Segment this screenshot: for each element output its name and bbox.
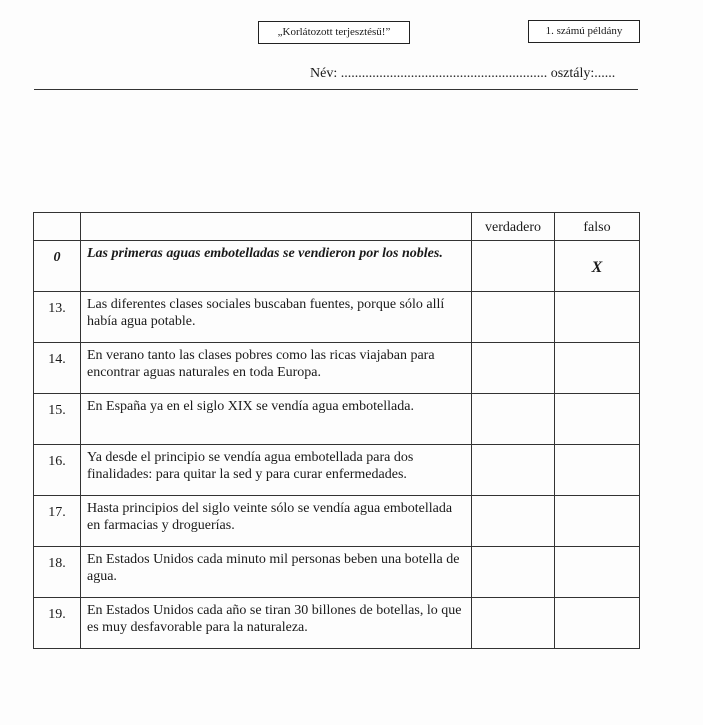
falso-cell[interactable] (555, 343, 640, 394)
row-statement: En verano tanto las clases pobres como las ricas viajaban para encontrar aguas naturales en toda Europa. (81, 343, 472, 394)
verdadero-cell[interactable] (472, 292, 555, 343)
row-number: 18. (34, 547, 81, 598)
table-row (34, 292, 640, 343)
header-verdadero: verdadero (472, 213, 555, 241)
header-num-cell (34, 213, 81, 241)
verdadero-cell[interactable] (472, 394, 555, 445)
example-falso-mark[interactable]: X (555, 241, 640, 292)
table-row (34, 547, 640, 598)
true-false-table (33, 212, 640, 649)
verdadero-cell[interactable] (472, 445, 555, 496)
copy-label-text: 1. számú példány (545, 25, 623, 37)
row-statement: Ya desde el principio se vendía agua embotellada para dos finalidades: para quitar la sed y para curar enfermedades. (81, 445, 472, 496)
row-statement: Las diferentes clases sociales buscaban fuentes, porque sólo allí había agua potable. (81, 292, 472, 343)
name-field[interactable]: ........................................................... (340, 66, 548, 81)
name-class-line (310, 66, 640, 82)
row-number: 14. (34, 343, 81, 394)
class-label: osztály:...... (550, 66, 616, 81)
verdadero-cell[interactable] (472, 343, 555, 394)
falso-cell[interactable] (555, 394, 640, 445)
name-label: Név: (310, 66, 338, 81)
table-row (34, 445, 640, 496)
restricted-distribution-label (258, 21, 410, 44)
restricted-label-text: „Korlátozott terjesztésű!” (277, 26, 391, 38)
row-number: 19. (34, 598, 81, 649)
example-verdadero-cell[interactable] (472, 241, 555, 292)
example-number: 0 (34, 241, 81, 292)
row-number: 15. (34, 394, 81, 445)
row-statement: En España ya en el siglo XIX se vendía agua embotellada. (81, 394, 472, 445)
falso-cell[interactable] (555, 445, 640, 496)
header-rule (34, 89, 638, 90)
row-statement: Hasta principios del siglo veinte sólo se vendía agua embotellada en farmacias y droguerías. (81, 496, 472, 547)
row-number: 17. (34, 496, 81, 547)
copy-number-label (528, 20, 640, 43)
falso-cell[interactable] (555, 598, 640, 649)
table-row (34, 394, 640, 445)
example-row (34, 241, 640, 292)
example-statement: Las primeras aguas embotelladas se vendieron por los nobles. (81, 241, 472, 292)
falso-cell[interactable] (555, 496, 640, 547)
row-statement: En Estados Unidos cada año se tiran 30 billones de botellas, lo que es muy desfavorable para la naturaleza. (81, 598, 472, 649)
falso-cell[interactable] (555, 547, 640, 598)
table-row (34, 343, 640, 394)
header-falso: falso (555, 213, 640, 241)
row-statement: En Estados Unidos cada minuto mil personas beben una botella de agua. (81, 547, 472, 598)
table-header-row (34, 213, 640, 241)
row-number: 13. (34, 292, 81, 343)
verdadero-cell[interactable] (472, 547, 555, 598)
falso-cell[interactable] (555, 292, 640, 343)
verdadero-cell[interactable] (472, 496, 555, 547)
header-text-cell (81, 213, 472, 241)
row-number: 16. (34, 445, 81, 496)
table-row (34, 598, 640, 649)
verdadero-cell[interactable] (472, 598, 555, 649)
table-row (34, 496, 640, 547)
